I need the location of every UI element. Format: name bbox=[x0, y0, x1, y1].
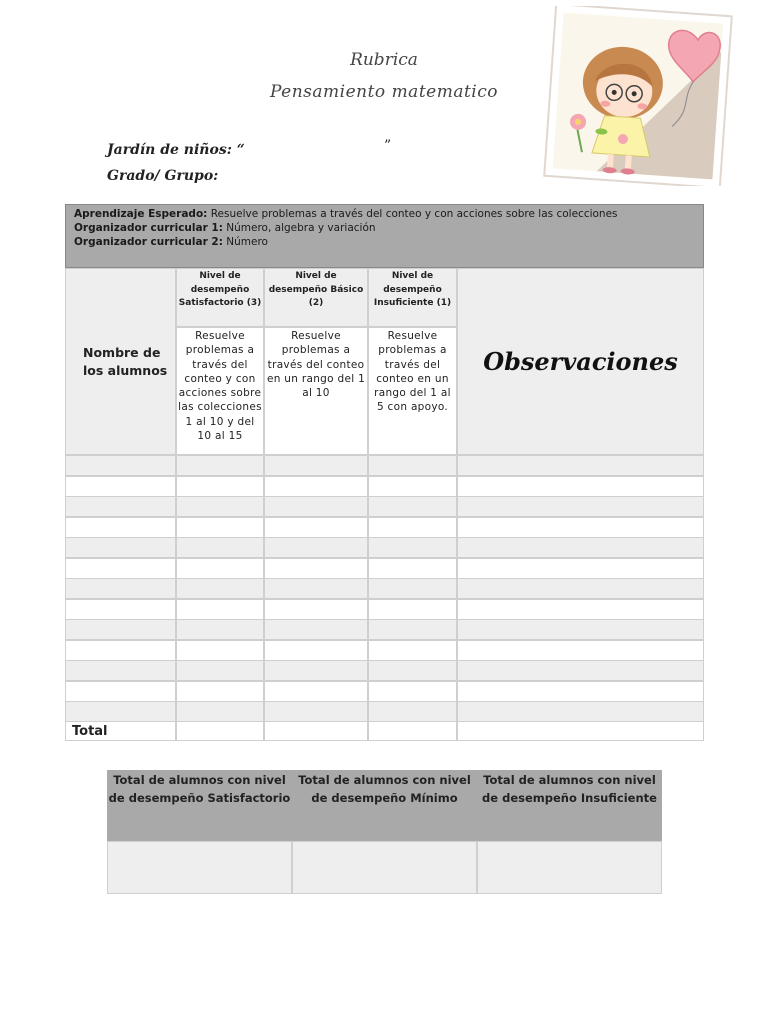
row-name-cell[interactable] bbox=[65, 455, 176, 476]
rubric-table bbox=[65, 204, 704, 741]
total-observations-cell[interactable] bbox=[457, 721, 704, 741]
row-basic-cell[interactable] bbox=[264, 537, 368, 558]
row-insufficient-cell[interactable] bbox=[368, 599, 457, 620]
level-satisfactory-description: Resuelve problemas a través del conteo y con acciones sobre las colecciones 1 al 10 y del 10 al 15 bbox=[176, 327, 264, 455]
row-basic-cell[interactable] bbox=[264, 681, 368, 702]
row-insufficient-cell[interactable] bbox=[368, 701, 457, 722]
total-satisfactory-cell[interactable] bbox=[176, 721, 264, 741]
row-satisfactory-cell[interactable] bbox=[176, 701, 264, 722]
row-name-cell[interactable] bbox=[65, 640, 176, 661]
row-satisfactory-cell[interactable] bbox=[176, 558, 264, 579]
student-names-header: Nombre de los alumnos bbox=[65, 268, 176, 455]
row-satisfactory-cell[interactable] bbox=[176, 619, 264, 640]
row-satisfactory-cell[interactable] bbox=[176, 660, 264, 681]
row-insufficient-cell[interactable] bbox=[368, 681, 457, 702]
row-observations-cell[interactable] bbox=[457, 537, 704, 558]
row-basic-cell[interactable] bbox=[264, 660, 368, 681]
row-observations-cell[interactable] bbox=[457, 681, 704, 702]
level-basic-header: Nivel de desempeño Básico (2) bbox=[264, 268, 368, 327]
organizer-1-text: Número, algebra y variación bbox=[226, 222, 376, 234]
document-subtitle: Pensamiento matematico bbox=[269, 82, 498, 102]
row-satisfactory-cell[interactable] bbox=[176, 496, 264, 517]
row-basic-cell[interactable] bbox=[264, 517, 368, 538]
row-observations-cell[interactable] bbox=[457, 701, 704, 722]
summary-satisfactory-header: Total de alumnos con nivel de desempeño Satisfactorio bbox=[107, 770, 292, 841]
summary-insufficient-value-cell[interactable] bbox=[477, 841, 662, 894]
row-insufficient-cell[interactable] bbox=[368, 558, 457, 579]
row-satisfactory-cell[interactable] bbox=[176, 640, 264, 661]
row-observations-cell[interactable] bbox=[457, 476, 704, 497]
row-insufficient-cell[interactable] bbox=[368, 660, 457, 681]
summary-minimum-header: Total de alumnos con nivel de desempeño Mínimo bbox=[292, 770, 477, 841]
row-satisfactory-cell[interactable] bbox=[176, 681, 264, 702]
grade-group-label: Grado/ Grupo: bbox=[107, 168, 219, 184]
row-insufficient-cell[interactable] bbox=[368, 476, 457, 497]
summary-table bbox=[107, 770, 662, 894]
row-satisfactory-cell[interactable] bbox=[176, 476, 264, 497]
summary-insufficient-header: Total de alumnos con nivel de desempeño Insuficiente bbox=[477, 770, 662, 841]
row-satisfactory-cell[interactable] bbox=[176, 578, 264, 599]
kinder-label: Jardín de niños: “ bbox=[107, 142, 245, 158]
row-basic-cell[interactable] bbox=[264, 558, 368, 579]
row-observations-cell[interactable] bbox=[457, 455, 704, 476]
organizer-2-text: Número bbox=[226, 236, 268, 248]
level-insufficient-header: Nivel de desempeño Insuficiente (1) bbox=[368, 268, 457, 327]
row-observations-cell[interactable] bbox=[457, 599, 704, 620]
level-basic-description: Resuelve problemas a través del conteo en un rango del 1 al 10 bbox=[264, 327, 368, 455]
summary-satisfactory-value-cell[interactable] bbox=[107, 841, 292, 894]
girl-balloon-illustration bbox=[542, 6, 734, 186]
row-observations-cell[interactable] bbox=[457, 660, 704, 681]
row-satisfactory-cell[interactable] bbox=[176, 455, 264, 476]
row-insufficient-cell[interactable] bbox=[368, 517, 457, 538]
row-basic-cell[interactable] bbox=[264, 455, 368, 476]
row-basic-cell[interactable] bbox=[264, 599, 368, 620]
row-name-cell[interactable] bbox=[65, 681, 176, 702]
row-observations-cell[interactable] bbox=[457, 619, 704, 640]
document-title: Rubrica bbox=[350, 50, 418, 70]
row-observations-cell[interactable] bbox=[457, 578, 704, 599]
row-name-cell[interactable] bbox=[65, 660, 176, 681]
row-name-cell[interactable] bbox=[65, 476, 176, 497]
row-basic-cell[interactable] bbox=[264, 640, 368, 661]
row-basic-cell[interactable] bbox=[264, 578, 368, 599]
row-insufficient-cell[interactable] bbox=[368, 640, 457, 661]
observations-header: Observaciones bbox=[457, 268, 704, 455]
row-name-cell[interactable] bbox=[65, 599, 176, 620]
row-basic-cell[interactable] bbox=[264, 619, 368, 640]
row-basic-cell[interactable] bbox=[264, 496, 368, 517]
level-satisfactory-header: Nivel de desempeño Satisfactorio (3) bbox=[176, 268, 264, 327]
row-satisfactory-cell[interactable] bbox=[176, 517, 264, 538]
row-observations-cell[interactable] bbox=[457, 517, 704, 538]
row-observations-cell[interactable] bbox=[457, 496, 704, 517]
expected-learning-text: Resuelve problemas a través del conteo y con acciones sobre las colecciones bbox=[210, 208, 618, 220]
row-basic-cell[interactable] bbox=[264, 476, 368, 497]
organizer-2-label: Organizador curricular 2: bbox=[74, 236, 223, 248]
kinder-close-quote: ” bbox=[384, 138, 392, 154]
row-insufficient-cell[interactable] bbox=[368, 496, 457, 517]
row-satisfactory-cell[interactable] bbox=[176, 537, 264, 558]
expected-learning-label: Aprendizaje Esperado: bbox=[74, 208, 208, 220]
row-basic-cell[interactable] bbox=[264, 701, 368, 722]
summary-minimum-value-cell[interactable] bbox=[292, 841, 477, 894]
row-insufficient-cell[interactable] bbox=[368, 578, 457, 599]
row-insufficient-cell[interactable] bbox=[368, 537, 457, 558]
row-name-cell[interactable] bbox=[65, 517, 176, 538]
total-insufficient-cell[interactable] bbox=[368, 721, 457, 741]
row-insufficient-cell[interactable] bbox=[368, 619, 457, 640]
row-name-cell[interactable] bbox=[65, 619, 176, 640]
rubric-header-block bbox=[65, 204, 704, 268]
row-insufficient-cell[interactable] bbox=[368, 455, 457, 476]
row-name-cell[interactable] bbox=[65, 496, 176, 517]
organizer-1-label: Organizador curricular 1: bbox=[74, 222, 223, 234]
row-name-cell[interactable] bbox=[65, 578, 176, 599]
row-satisfactory-cell[interactable] bbox=[176, 599, 264, 620]
row-name-cell[interactable] bbox=[65, 701, 176, 722]
row-name-cell[interactable] bbox=[65, 537, 176, 558]
total-label: Total bbox=[65, 721, 176, 741]
row-name-cell[interactable] bbox=[65, 558, 176, 579]
row-observations-cell[interactable] bbox=[457, 558, 704, 579]
level-insufficient-description: Resuelve problemas a través del conteo en un rango del 1 al 5 con apoyo. bbox=[368, 327, 457, 455]
row-observations-cell[interactable] bbox=[457, 640, 704, 661]
total-basic-cell[interactable] bbox=[264, 721, 368, 741]
